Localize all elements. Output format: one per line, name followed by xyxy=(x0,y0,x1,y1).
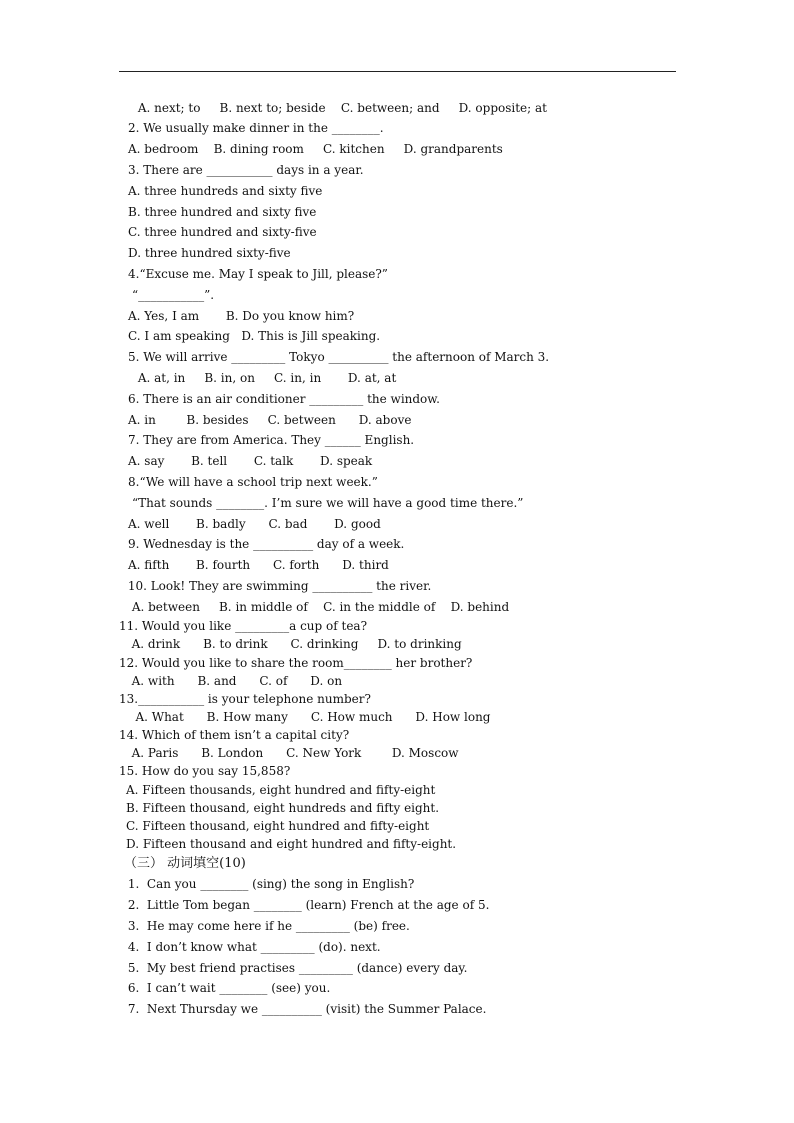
verb-item-5: 5. My best friend practises _________ (dance) every day. xyxy=(124,961,468,975)
q1-options: A. next; to B. next to; beside C. between; and D. opposite; at xyxy=(134,101,547,115)
q15-option-d: D. Fifteen thousand and eight hundred and fifty-eight. xyxy=(126,837,457,851)
verb-item-2: 2. Little Tom began ________ (learn) French at the age of 5. xyxy=(124,898,490,912)
verb-item-4: 4. I don’t know what _________ (do). next. xyxy=(124,940,381,954)
q8-options: A. well B. badly C. bad D. good xyxy=(128,517,381,531)
q14-options: A. Paris B. London C. New York D. Moscow xyxy=(124,746,459,760)
section-heading-verb-fill: （三） 动词填空(10) xyxy=(124,856,246,871)
q6-options: A. in B. besides C. between D. above xyxy=(128,413,412,427)
q8-stem: 8.“We will have a school trip next week.” xyxy=(128,475,378,489)
q15-option-b: B. Fifteen thousand, eight hundreds and fifty eight. xyxy=(126,801,440,815)
q7-options: A. say B. tell C. talk D. speak xyxy=(128,454,373,468)
header-rule xyxy=(119,71,676,72)
q9-stem: 9. Wednesday is the __________ day of a week. xyxy=(128,537,405,551)
q7-stem: 7. They are from America. They ______ English. xyxy=(128,433,415,447)
q13-stem: 13.___________ is your telephone number? xyxy=(119,692,371,706)
q3-option-c: C. three hundred and sixty-five xyxy=(128,225,317,239)
q3-stem: 3. There are ___________ days in a year. xyxy=(128,163,364,177)
q6-stem: 6. There is an air conditioner _________ the window. xyxy=(128,392,440,406)
verb-item-6: 6. I can’t wait ________ (see) you. xyxy=(124,981,331,995)
q3-option-b: B. three hundred and sixty five xyxy=(128,205,317,219)
q15-option-a: A. Fifteen thousands, eight hundred and fifty-eight xyxy=(126,783,436,797)
q15-stem: 15. How do you say 15,858? xyxy=(119,764,291,778)
q4-options-cd: C. I am speaking D. This is Jill speaking. xyxy=(128,329,381,343)
q2-stem: 2. We usually make dinner in the ________. xyxy=(128,121,384,135)
q14-stem: 14. Which of them isn’t a capital city? xyxy=(119,728,350,742)
q4-reply-blank: “___________”. xyxy=(132,288,215,302)
q15-option-c: C. Fifteen thousand, eight hundred and fifty-eight xyxy=(126,819,430,833)
q9-options: A. fifth B. fourth C. forth D. third xyxy=(128,558,389,572)
q12-options: A. with B. and C. of D. on xyxy=(124,674,343,688)
verb-item-1: 1. Can you ________ (sing) the song in English? xyxy=(124,877,415,891)
q11-stem: 11. Would you like _________a cup of tea? xyxy=(119,619,368,633)
verb-item-7: 7. Next Thursday we __________ (visit) the Summer Palace. xyxy=(124,1002,487,1016)
verb-item-3: 3. He may come here if he _________ (be) free. xyxy=(124,919,410,933)
q10-stem: 10. Look! They are swimming __________ the river. xyxy=(124,579,432,593)
q11-options: A. drink B. to drink C. drinking D. to drinking xyxy=(124,637,462,651)
q3-option-a: A. three hundreds and sixty five xyxy=(128,184,323,198)
q12-stem: 12. Would you like to share the room________ her brother? xyxy=(119,656,473,670)
q5-options: A. at, in B. in, on C. in, in D. at, at xyxy=(134,371,397,385)
q10-options: A. between B. in middle of C. in the middle of D. behind xyxy=(128,600,510,614)
q4-options-ab: A. Yes, I am B. Do you know him? xyxy=(128,309,355,323)
q8-reply: “That sounds ________. I’m sure we will have a good time there.” xyxy=(132,496,524,510)
q3-option-d: D. three hundred sixty-five xyxy=(128,246,291,260)
q2-options: A. bedroom B. dining room C. kitchen D. grandparents xyxy=(128,142,503,156)
q5-stem: 5. We will arrive _________ Tokyo __________ the afternoon of March 3. xyxy=(128,350,550,364)
q13-options: A. What B. How many C. How much D. How long xyxy=(124,710,491,724)
q4-stem: 4.“Excuse me. May I speak to Jill, please?” xyxy=(128,267,388,281)
